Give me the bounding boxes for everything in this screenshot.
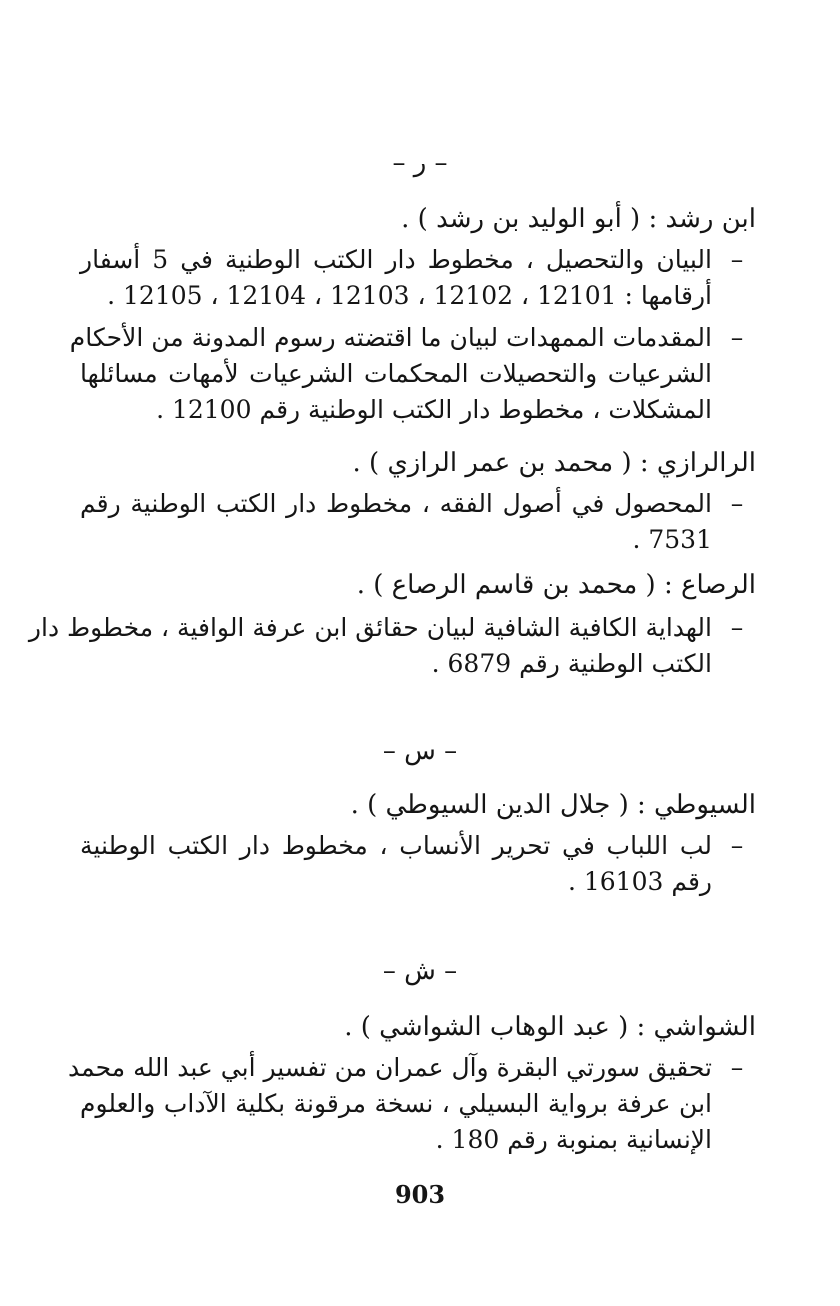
work-line: الهداية الكافية الشافية لبيان حقائق ابن عرفة الوافية ، مخطوط دار bbox=[28, 613, 712, 642]
work-item bbox=[80, 828, 750, 900]
work-item bbox=[80, 486, 750, 558]
work-item bbox=[69, 320, 750, 428]
work-line: الكتب الوطنية رقم 6879 . bbox=[431, 649, 712, 678]
section-heading-ra: – ر – bbox=[392, 148, 448, 178]
work-line: لب اللباب في تحرير الأنساب ، مخطوط دار الكتب الوطنية bbox=[80, 831, 712, 860]
work-line: البيان والتحصيل ، مخطوط دار الكتب الوطنية في 5 أسفار bbox=[80, 245, 712, 274]
author-ibn-rushd: ابن رشد : ( أبو الوليد بن رشد ) . bbox=[401, 204, 756, 234]
work-line: أرقامها : 12101 ، 12102 ، 12103 ، 12104 ، 12105 . bbox=[107, 281, 712, 310]
page-number: 903 bbox=[394, 1180, 446, 1209]
dash-bullet: – bbox=[730, 245, 744, 274]
section-heading-sin: – س – bbox=[382, 736, 458, 766]
work-line: الشرعيات والتحصيلات المحكمات الشرعيات لأمهات مسائلها bbox=[80, 359, 712, 388]
dash-bullet: – bbox=[730, 489, 744, 518]
author-razi: الرالرازي : ( محمد بن عمر الرازي ) . bbox=[352, 448, 756, 478]
dash-bullet: – bbox=[730, 1053, 744, 1082]
dash-bullet: – bbox=[730, 613, 744, 642]
work-item bbox=[80, 242, 750, 314]
author-shawashi: الشواشي : ( عبد الوهاب الشواشي ) . bbox=[344, 1012, 756, 1042]
dash-bullet: – bbox=[730, 323, 744, 352]
dash-bullet: – bbox=[730, 831, 744, 860]
work-line: المشكلات ، مخطوط دار الكتب الوطنية رقم 12100 . bbox=[156, 395, 712, 424]
author-suyuti: السيوطي : ( جلال الدين السيوطي ) . bbox=[350, 790, 756, 820]
work-line: تحقيق سورتي البقرة وآل عمران من تفسير أبي عبد الله محمد bbox=[68, 1053, 712, 1082]
work-item bbox=[68, 1050, 750, 1158]
author-rassaa: الرصاع : ( محمد بن قاسم الرصاع ) . bbox=[356, 570, 756, 600]
work-line: الإنسانية بمنوبة رقم 180 . bbox=[435, 1125, 712, 1154]
work-line: المقدمات الممهدات لبيان ما اقتضته رسوم المدونة من الأحكام bbox=[69, 323, 712, 352]
work-line: المحصول في أصول الفقه ، مخطوط دار الكتب الوطنية رقم bbox=[80, 489, 712, 518]
work-item bbox=[28, 610, 750, 682]
work-line: ابن عرفة برواية البسيلي ، نسخة مرقونة بكلية الآداب والعلوم bbox=[80, 1089, 712, 1118]
work-line: 7531 . bbox=[632, 525, 712, 554]
work-line: رقم 16103 . bbox=[567, 867, 712, 896]
section-heading-shin: – ش – bbox=[382, 956, 458, 986]
